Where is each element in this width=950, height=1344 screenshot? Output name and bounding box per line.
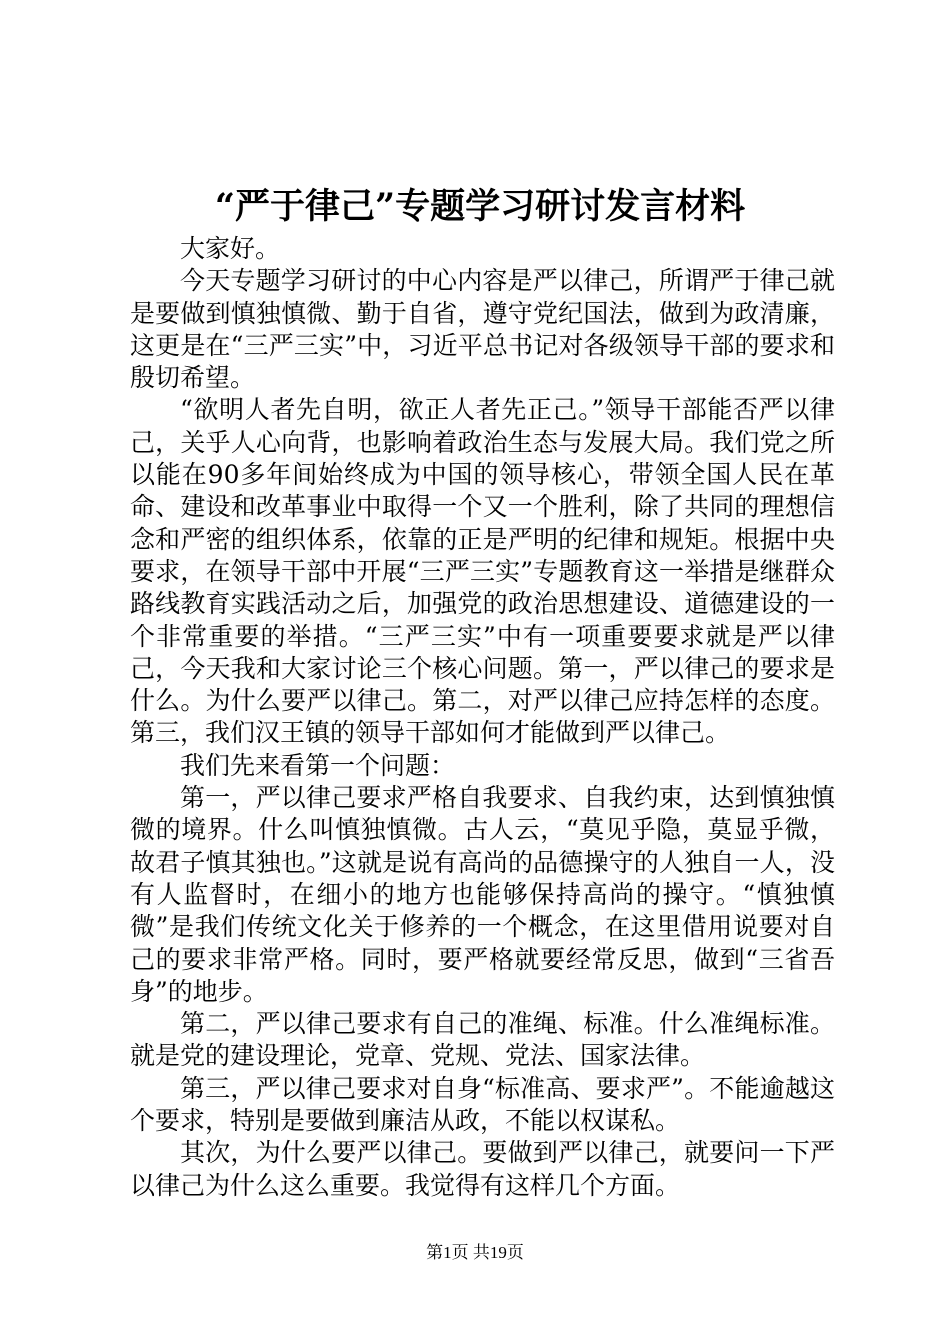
paragraph-background: “欲明人者先自明，欲正人者先正己。”领导干部能否严以律己，关乎人心向背，也影响着政治生态与发展大局。我们党之所以能在90多年间始终成为中国的领导核心，带领全国人民在革命、建设和改革事业中取得一个又一个胜利，除了共同的理想信念和严密的组织体系，依靠的正是严明的纪律和规矩。根据中央要求，在领导干部中开展“三严三实”专题教育这一举措是继群众路线教育实践活动之后，加强党的政治思想建设、道德建设的一个非常重要的举措。“三严三实”中有一项重要要求就是严以律己，今天我和大家讨论三个核心问题。第一，严以律己的要求是什么。为什么要严以律己。第二，对严以律己应持怎样的态度。第三，我们汉王镇的领导干部如何才能做到严以律己。 — [130, 395, 835, 748]
paragraph-intro: 今天专题学习研讨的中心内容是严以律己，所谓严于律己就是要做到慎独慎微、勤于自省，遵守党纪国法，做到为政清廉，这更是在“三严三实”中，习近平总书记对各级领导干部的要求和殷切希望。 — [130, 266, 835, 393]
paragraph-point-one: 第一，严以律己要求严格自我要求、自我约束，达到慎独慎微的境界。什么叫慎独慎微。古人云，“莫见乎隐，莫显乎微，故君子慎其独也。”这就是说有高尚的品德操守的人独自一人，没有人监督时，在细小的地方也能够保持高尚的操守。“慎独慎微”是我们传统文化关于修养的一个概念，在这里借用说要对自己的要求非常严格。同时，要严格就要经常反思，做到“三省吾身”的地步。 — [130, 783, 835, 1006]
page-number: 第1页 共19页 — [426, 1243, 524, 1262]
paragraph-why: 其次，为什么要严以律己。要做到严以律己，就要问一下严以律己为什么这么重要。我觉得有这样几个方面。 — [130, 1138, 835, 1200]
document-body — [130, 233, 835, 1202]
paragraph-greeting: 大家好。 — [180, 234, 281, 263]
paragraph-point-two: 第二，严以律己要求有自己的准绳、标准。什么准绳标准。就是党的建设理论，党章、党规、党法、国家法律。 — [130, 1009, 835, 1071]
paragraph-point-three: 第三，严以律己要求对自身“标准高、要求严”。不能逾越这个要求，特别是要做到廉洁从政，不能以权谋私。 — [130, 1073, 835, 1136]
paragraph-first-question: 我们先来看第一个问题： — [180, 750, 456, 780]
document-title: “严于律己”专题学习研讨发言材料 — [214, 186, 746, 227]
